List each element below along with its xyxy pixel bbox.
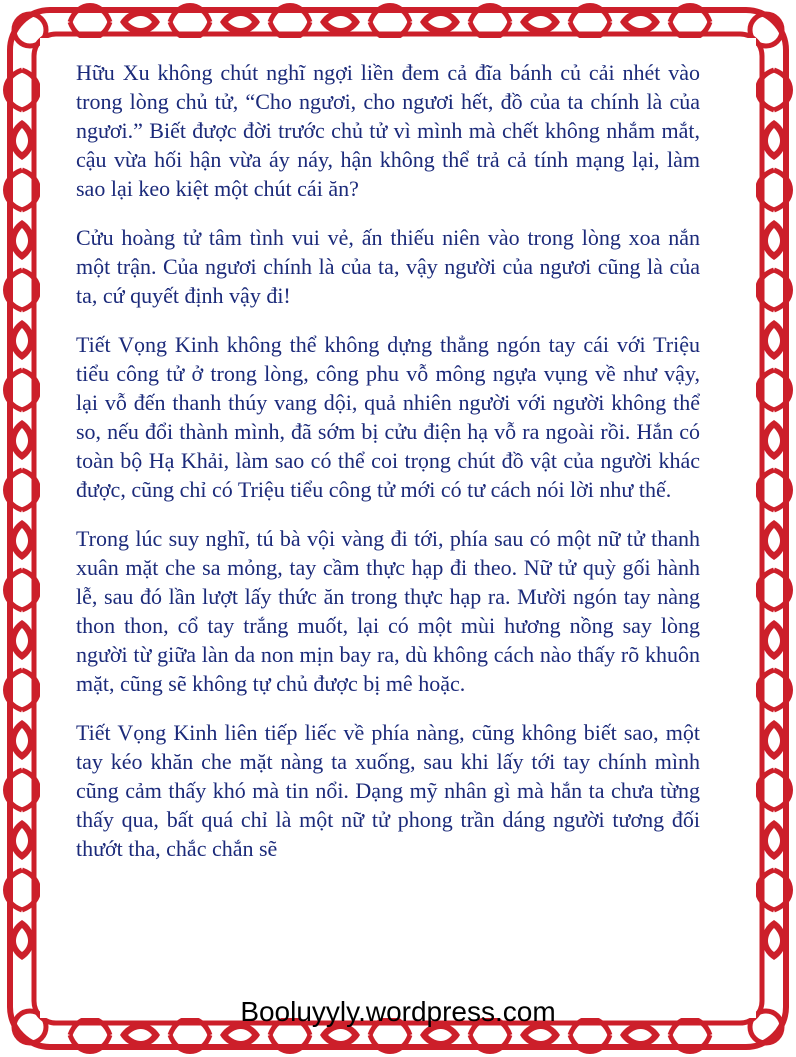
paragraph-1: Hữu Xu không chút nghĩ ngợi liền đem cả đĩa bánh củ cải nhét vào trong lòng chủ tử, “Cho ngươi, cho ngươi hết, đồ của ta chính là của ngươi.” Biết được đời trước chủ tử vì mình mà chết không nhắm mắt, cậu vừa hối hận vừa áy náy, hận không thể trả cả tính mạng lại, làm sao lại keo kiệt một chút cái ăn? [76,60,700,201]
paragraph-3: Tiết Vọng Kinh không thể không dựng thẳng ngón tay cái với Triệu tiểu công tử ở trong lòng, công phu vỗ mông ngựa vụng về như vậy, lại vỗ đến thanh thúy vang dội, quả nhiên người với người không thể so, nếu đổi thành mình, đã sớm bị cửu điện hạ vỗ ra ngoài rồi. Hắn có toàn bộ Hạ Khải, làm sao có thể coi trọng chút đồ vật của người khác được, cũng chỉ có Triệu tiểu công tử mới có tư cách nói lời như thế. [76,332,700,502]
site-watermark: Booluyyly.wordpress.com [240,996,556,1027]
paragraph-4: Trong lúc suy nghĩ, tú bà vội vàng đi tới, phía sau có một nữ tử thanh xuân mặt che sa mỏng, tay cầm thực hạp đi theo. Nữ tử quỳ gối hành lễ, sau đó lần lượt lấy thức ăn trong thực hạp ra. Mười ngón tay nàng thon thon, cổ tay trắng muốt, lại có một mùi hương nồng say lòng người từ giữa làn da non mịn bay ra, dù không cách nào thấy rõ khuôn mặt, cũng sẽ không tự chủ được bị mê hoặc. [76,526,700,696]
paragraph-5: Tiết Vọng Kinh liên tiếp liếc về phía nàng, cũng không biết sao, một tay kéo khăn che mặt nàng ta xuống, sau khi lấy tới tay chính mình cũng cảm thấy khó mà tin nổi. Dạng mỹ nhân gì mà hắn ta chưa từng thấy qua, bất quá chỉ là một nữ tử phong trần dáng người tương đối thướt tha, chắc chắn sẽ [76,720,700,861]
story-text [76,58,700,883]
paragraph-2: Cửu hoàng tử tâm tình vui vẻ, ấn thiếu niên vào trong lòng xoa nắn một trận. Của ngươi chính là của ta, vậy người của ngươi cũng là của ta, cứ quyết định vậy đi! [76,225,700,308]
